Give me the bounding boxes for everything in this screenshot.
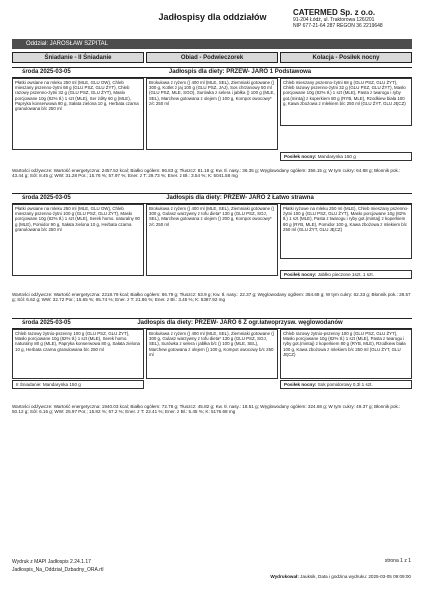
- nutrition-values-1: Wartości odżywcze: Wartość energetyczna: 2457.52 kcal; Białko ogółem: 96.83 g; Tłuszcz: 81.18 g; Kw. tł. nasy.: 36.35 g; Węglowodany ogółem: 356.15 g; W tym cukry: 64.88 g; Błonnik pok.: 43.44 g; Sól: 8.45 g; WW: 31.28 Por.; 15.76 %; 57.97 %; Ener. z T: 29.73 %; Ener. z Bł.: 3.54 %; K: 5041.58 mg: [12, 168, 401, 179]
- footer-left: [12, 558, 103, 574]
- meal-header-breakfast: Śniadanie - II Śniadanie: [12, 52, 144, 63]
- meal-headers: [12, 52, 412, 63]
- company-address: 91-204 Łódź, ul. Traktorowa 126/201: [293, 17, 375, 23]
- footer-template: Jadłospis_Na_Oddział_Dzbadny_ORA.rtl: [12, 567, 104, 573]
- supper-cell: Płatki ryżowe na mleku 250 ml (MLE), Chleb mieszany pszenno-żytni 100 g (GLU PSZ, GLU ŻYT), Masło porcjowane 10g (82% tł.) 1 szt (MLE), Pasta z twarogu i ryby got.(mintaj) z koperkiem 80 g (RYB, MLE), Pomidor 100 g, Kawa zbożowa z mlekiem b/c 250 ml (GLU ŻYT, GLU JĘCZ): [280, 204, 412, 259]
- section-diet: Jadłospis dla diety: PRZEW- JARO 1 Podstawowa: [168, 69, 312, 75]
- section-header: [12, 318, 412, 329]
- night-meal-3: [280, 380, 412, 389]
- supper-cell: Chleb razowy żytnio-pszenny 100 g (GLU PSZ, GLU ŻYT), Masło porcjowane 10g (82% tł.) 1 szt (MLE), Pasta z twarogu i ryby got.(mintaj) z koperkiem 80 g (RYB, MLE), Rzodkiew biała 100 g, Kawa zbożowa z mlekiem b/c 250 ml (GLU ŻYT, GLU JĘCZ): [280, 329, 412, 379]
- company-name: CATERMED Sp. z o.o.: [293, 8, 376, 17]
- section-diet: Jadłospis dla diety: PRZEW- JARO 2 Łatwo strawna: [166, 195, 314, 201]
- diet-section-2: [12, 193, 412, 276]
- meal-header-dinner: Obiad - Podwieczorek: [146, 52, 278, 63]
- night-meal-label: Posiłek nocny:: [284, 154, 317, 159]
- section-header: [12, 193, 412, 204]
- department-bar: Oddział: JAROSŁAW SZPITAL: [12, 39, 412, 49]
- night-meal-value: Mandarynka 150 g: [317, 154, 356, 159]
- diet-section-1: [12, 67, 412, 150]
- document-title: Jadłospisy dla oddziałów: [158, 12, 267, 22]
- company-header: [293, 8, 413, 29]
- print-label: Wydrukował:: [270, 574, 299, 579]
- night-meal-label: Posiłek nocny:: [284, 382, 317, 387]
- nutrition-values-3: Wartości odżywcze: Wartość energetyczna: 1940.03 kcal; Białko ogółem: 72.78 g; Tłuszcz: 45.82 g; Kw. tł. nasy.: 18.51 g; Węglowodany ogółem: 324.68 g; W tym cukry: 49.37 g; Błonnik pok.: 50.12 g; Sól: 6.15 g; WW: 25.97 Por.; 15.82 %; 67.2 %; Ener. z T: 22.41 %; Ener. z Bł.: 5.45 %; K: 5176.68 mg: [12, 404, 401, 415]
- second-breakfast-3: II Śniadanie: Mandarynka 150 g: [12, 380, 144, 389]
- night-meal-2: [280, 270, 412, 279]
- print-info: [270, 574, 411, 579]
- nutrition-values-2: Wartości odżywcze: Wartość energetyczna: 2218.79 kcal; Białko ogółem: 86.79 g; Tłuszcz: 53.9 g; Kw. tł. nasy.: 22.37 g; Węglowodany ogółem: 364.68 g; W tym cukry: 62.33 g; Błonnik pok.: 28.57 g; Sól: 6.62 g; WW: 32.72 Por.; 15.65 %; 65.74 %; Ener. z T: 21.86 %; Ener. z Bł.: 3.45 %; K: 5387.92 mg: [12, 292, 411, 303]
- night-meal-value: Jabłko pieczone 1szt. 1 szt.: [317, 272, 374, 277]
- section-diet: Jadłospis dla diety: PRZEW- JARO 6 Z ogr.łatwoprzysw. węglowodanów: [137, 320, 343, 326]
- dinner-cell: Brokułowa z ryżem () 400 ml (MLE, SEL), Ziemniaki gotowane () 300 g, Gulasz warzywny z tofu dieta* 130 g (GLU PSZ, SOJ, SEL), Surówka z selera i jabłka b/c () 100 g (MLE, SEL), Marchew gotowana z olejem () 100 g, Kompot owocowy b/c 250 ml: [146, 329, 278, 379]
- print-text: Jauksik, Data i godzina wydruku: 2025-03-05 09:09:00: [300, 574, 411, 579]
- section-date: środa 2025-03-05: [22, 195, 71, 201]
- meal-columns: [12, 204, 412, 276]
- breakfast-cell: Płatki owsiane na mleku 250 ml (MLE, GLU OW), Chleb mieszany pszenno-żytni 100 g (GLU PSZ, GLU ŻYT), Masło porcjowane 10g (82% tł.) 1 szt (MLE), Serek homo. naturalny 80 g (MLE), Pomidor 90 g, Sałata zielona 10 g, Herbata czarna granulowana b/c 250 ml: [12, 204, 144, 276]
- company-ids: NIP 677-21-64 287 REGON 36 2219648: [293, 23, 383, 29]
- night-meal-value: Sok pomidorowy 0,3l 1 szt.: [317, 382, 373, 387]
- dinner-cell: Brokułowa z ryżem () 400 ml (MLE, SEL), Ziemniaki gotowane () 300 g, Gulasz warzywny z tofu dieta* 130 g (GLU PSZ, SOJ, SEL), Marchew gotowana z olejem () 200 g, Kompot owocowy* z/c 250 ml: [146, 204, 278, 276]
- page-number: strona 1 z 1: [384, 558, 411, 564]
- section-header: [12, 67, 412, 78]
- night-meal-1: [280, 152, 412, 161]
- breakfast-cell: Płatki owsiane na mleku 250 ml (MLE, GLU OW), Chleb mieszany pszenno-żytni 68 g (GLU PSZ, GLU ŻYT), Chleb razowy pszenno-żytni 32 g (GLU PSZ, GLU ŻYT), Masło porcjowane 10g (82% tł.) 1 szt (MLE), Ser żółty 60 g (MLE), Papryka konserwowa 80 g, Sałata zielona 10 g, Herbata czarna granulowana b/c 250 ml: [12, 78, 144, 150]
- dinner-cell: Brokułowa z ryżem () 400 ml (MLE, SEL), Ziemniaki gotowane () 300 g, Kotlet z jaj 100 g (GLU PSZ, JAJ), Sos chrzanowy 50 ml (GLU PSZ, MLE, SGO), Surówka z selera i jabłka () 100 g (MLE, SEL), Marchew gotowana z olejem () 100 g, Kompot owocowy* z/c 250 ml: [146, 78, 278, 150]
- night-meal-label: Posiłek nocny:: [284, 272, 317, 277]
- meal-columns: [12, 329, 412, 379]
- section-date: środa 2025-03-05: [22, 320, 71, 326]
- meal-columns: [12, 78, 412, 150]
- supper-cell: Chleb mieszany pszenno-żytni 68 g (GLU PSZ, GLU ŻYT), Chleb razowy pszenno-żytni 32 g (GLU PSZ, GLU ŻYT), Masło porcjowane 10g (82% tł.) 1 szt (MLE), Pasta z twarogu i ryby got.(mintaj) z koperkiem 80 g (RYB, MLE), Rzodkiew biała 100 g, Kawa zbożowa z mlekiem b/c 250 ml (GLU ŻYT, GLU JĘCZ): [280, 78, 412, 126]
- section-date: środa 2025-03-05: [22, 69, 71, 75]
- meal-header-supper: Kolacja - Posiłek nocny: [280, 52, 412, 63]
- diet-section-3: [12, 318, 412, 379]
- footer-program: Wydruk z MAPI Jadłospis 2.24.1.17: [12, 559, 91, 565]
- breakfast-cell: Chleb razowy żytnio-pszenny 100 g (GLU PSZ, GLU ŻYT), Masło porcjowane 10g (82% tł.) 1 szt (MLE), Serek homo. naturalny 80 g (MLE), Papryka konserwowa 80 g, Sałata zielona 10 g, Herbata czarna granulowana b/c 250 ml: [12, 329, 144, 379]
